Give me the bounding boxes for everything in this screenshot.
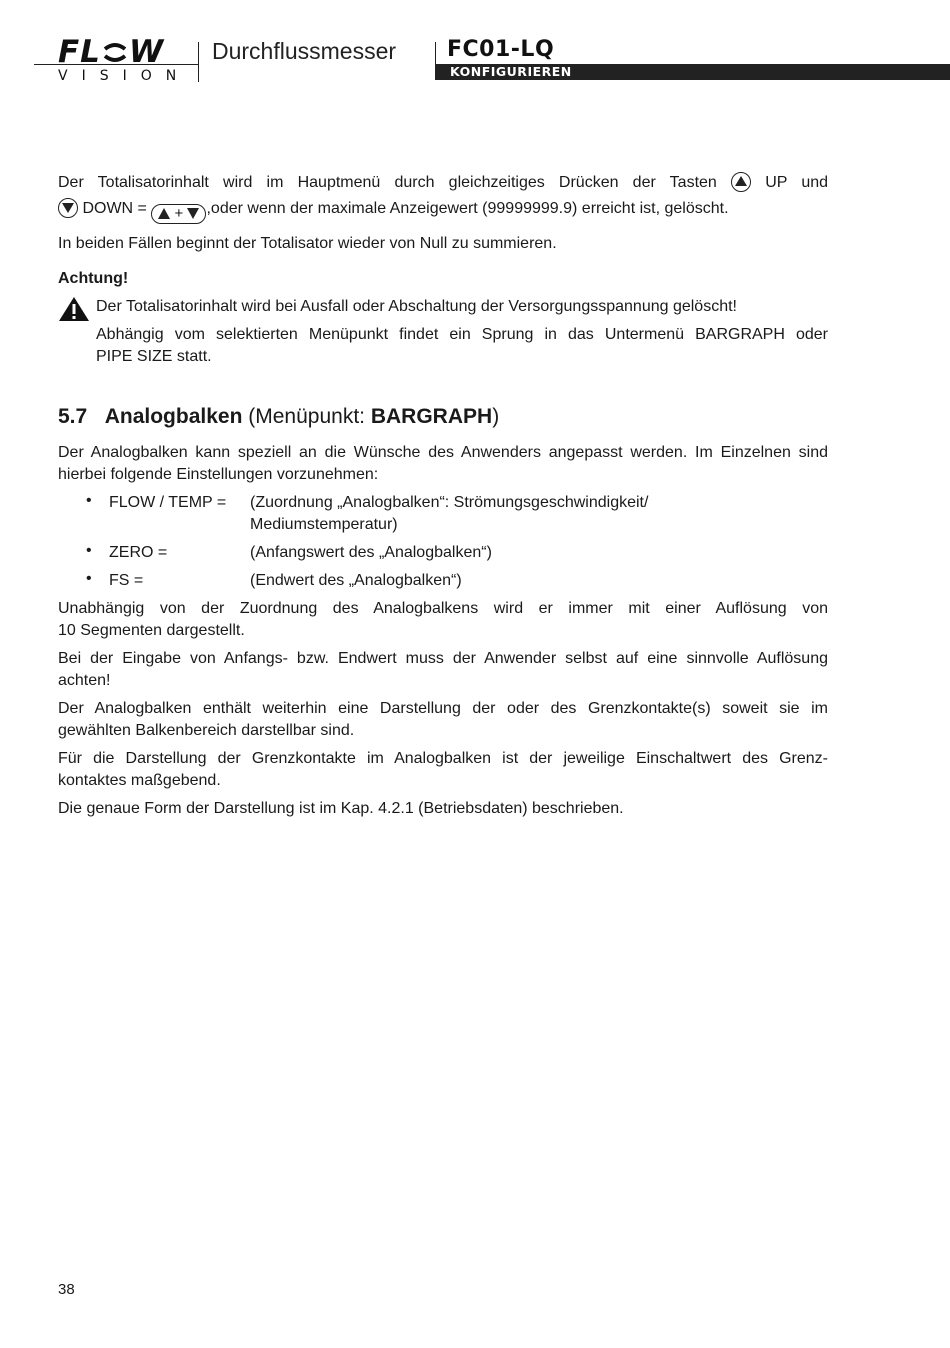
- brand-logo-sub: VISION: [58, 68, 191, 84]
- paragraph-2b: achten!: [58, 672, 111, 689]
- up-key-icon: [731, 172, 751, 192]
- bullet-val-fs: (Endwert des „Analogbalken“): [250, 572, 462, 589]
- paragraph-2a: Bei der Eingabe von Anfangs- bzw. Endwert muss der Anwender selbst auf eine sinnvolle Auflösung: [58, 650, 828, 667]
- warning-line-2a: Abhängig vom selektierten Menüpunkt findet ein Sprung in das Untermenü BARGRAPH oder: [96, 326, 828, 343]
- warning-title: Achtung!: [58, 270, 129, 287]
- bullet-icon: •: [86, 570, 92, 587]
- bullet-icon: •: [86, 542, 92, 559]
- bullet-key-flow-temp: FLOW / TEMP =: [109, 494, 227, 511]
- paragraph-4b: kontaktes maßgebend.: [58, 772, 221, 789]
- header-subtitle: KONFIGURIEREN: [450, 64, 572, 79]
- bullet-val-zero: (Anfangswert des „Analogbalken“): [250, 544, 492, 561]
- paragraph-5: Die genaue Form der Darstellung ist im Kap. 4.2.1 (Betriebsdaten) beschrieben.: [58, 800, 624, 817]
- bullet-val-flow-temp-2: Mediumstemperatur): [250, 516, 398, 533]
- bullet-val-flow-temp: (Zuordnung „Analogbalken“: Strömungsgeschwindigkeit/: [250, 494, 649, 511]
- intro-line-1: Der Totalisatorinhalt wird im Hauptmenü durch gleichzeitiges Drücken der Tasten UP und: [58, 174, 829, 191]
- section-intro-a: Der Analogbalken kann speziell an die Wünsche des Anwenders angepasst werden. Im Einzelnen sind: [58, 444, 828, 461]
- up-plus-down-key-icon: +: [151, 204, 206, 224]
- warning-line-1: Der Totalisatorinhalt wird bei Ausfall oder Abschaltung der Versorgungsspannung gelöscht!: [96, 298, 737, 315]
- bullet-key-fs: FS =: [109, 572, 144, 589]
- warning-icon: [58, 296, 90, 322]
- paragraph-1a: Unabhängig von der Zuordnung des Analogbalkens wird er immer mit einer Auflösung von: [58, 600, 828, 617]
- paragraph-3a: Der Analogbalken enthält weiterhin eine Darstellung der oder des Grenzkontakte(s) soweit sie im: [58, 700, 828, 717]
- intro-line-2: DOWN = + ,oder wenn der maximale Anzeigewert (99999999.9) erreicht ist, gelöscht.: [58, 198, 828, 224]
- logo-o-swirl-icon: [102, 39, 128, 65]
- down-key-icon: [58, 198, 78, 218]
- paragraph-4a: Für die Darstellung der Grenzkontakte im Analogbalken ist der jeweilige Einschaltwert des Grenz-: [58, 750, 828, 767]
- paragraph-3b: gewählten Balkenbereich darstellbar sind.: [58, 722, 355, 739]
- paragraph-1b: 10 Segmenten dargestellt.: [58, 622, 245, 639]
- header-model: FC01-LQ: [447, 37, 555, 62]
- bullet-key-zero: ZERO =: [109, 544, 168, 561]
- warning-line-2b: PIPE SIZE statt.: [96, 348, 212, 365]
- section-intro-b: hierbei folgende Einstellungen vorzunehmen:: [58, 466, 379, 483]
- header-divider-2: [435, 42, 436, 64]
- intro-paragraph-2: In beiden Fällen beginnt der Totalisator wieder von Null zu summieren.: [58, 235, 557, 252]
- header-title: Durchflussmesser: [212, 38, 397, 64]
- section-title: 5.7 Analogbalken (Menüpunkt: BARGRAPH): [58, 405, 500, 428]
- header-divider: [198, 42, 199, 82]
- brand-logo: FL W: [58, 34, 165, 70]
- page-number: 38: [58, 1281, 75, 1298]
- bullet-icon: •: [86, 492, 92, 509]
